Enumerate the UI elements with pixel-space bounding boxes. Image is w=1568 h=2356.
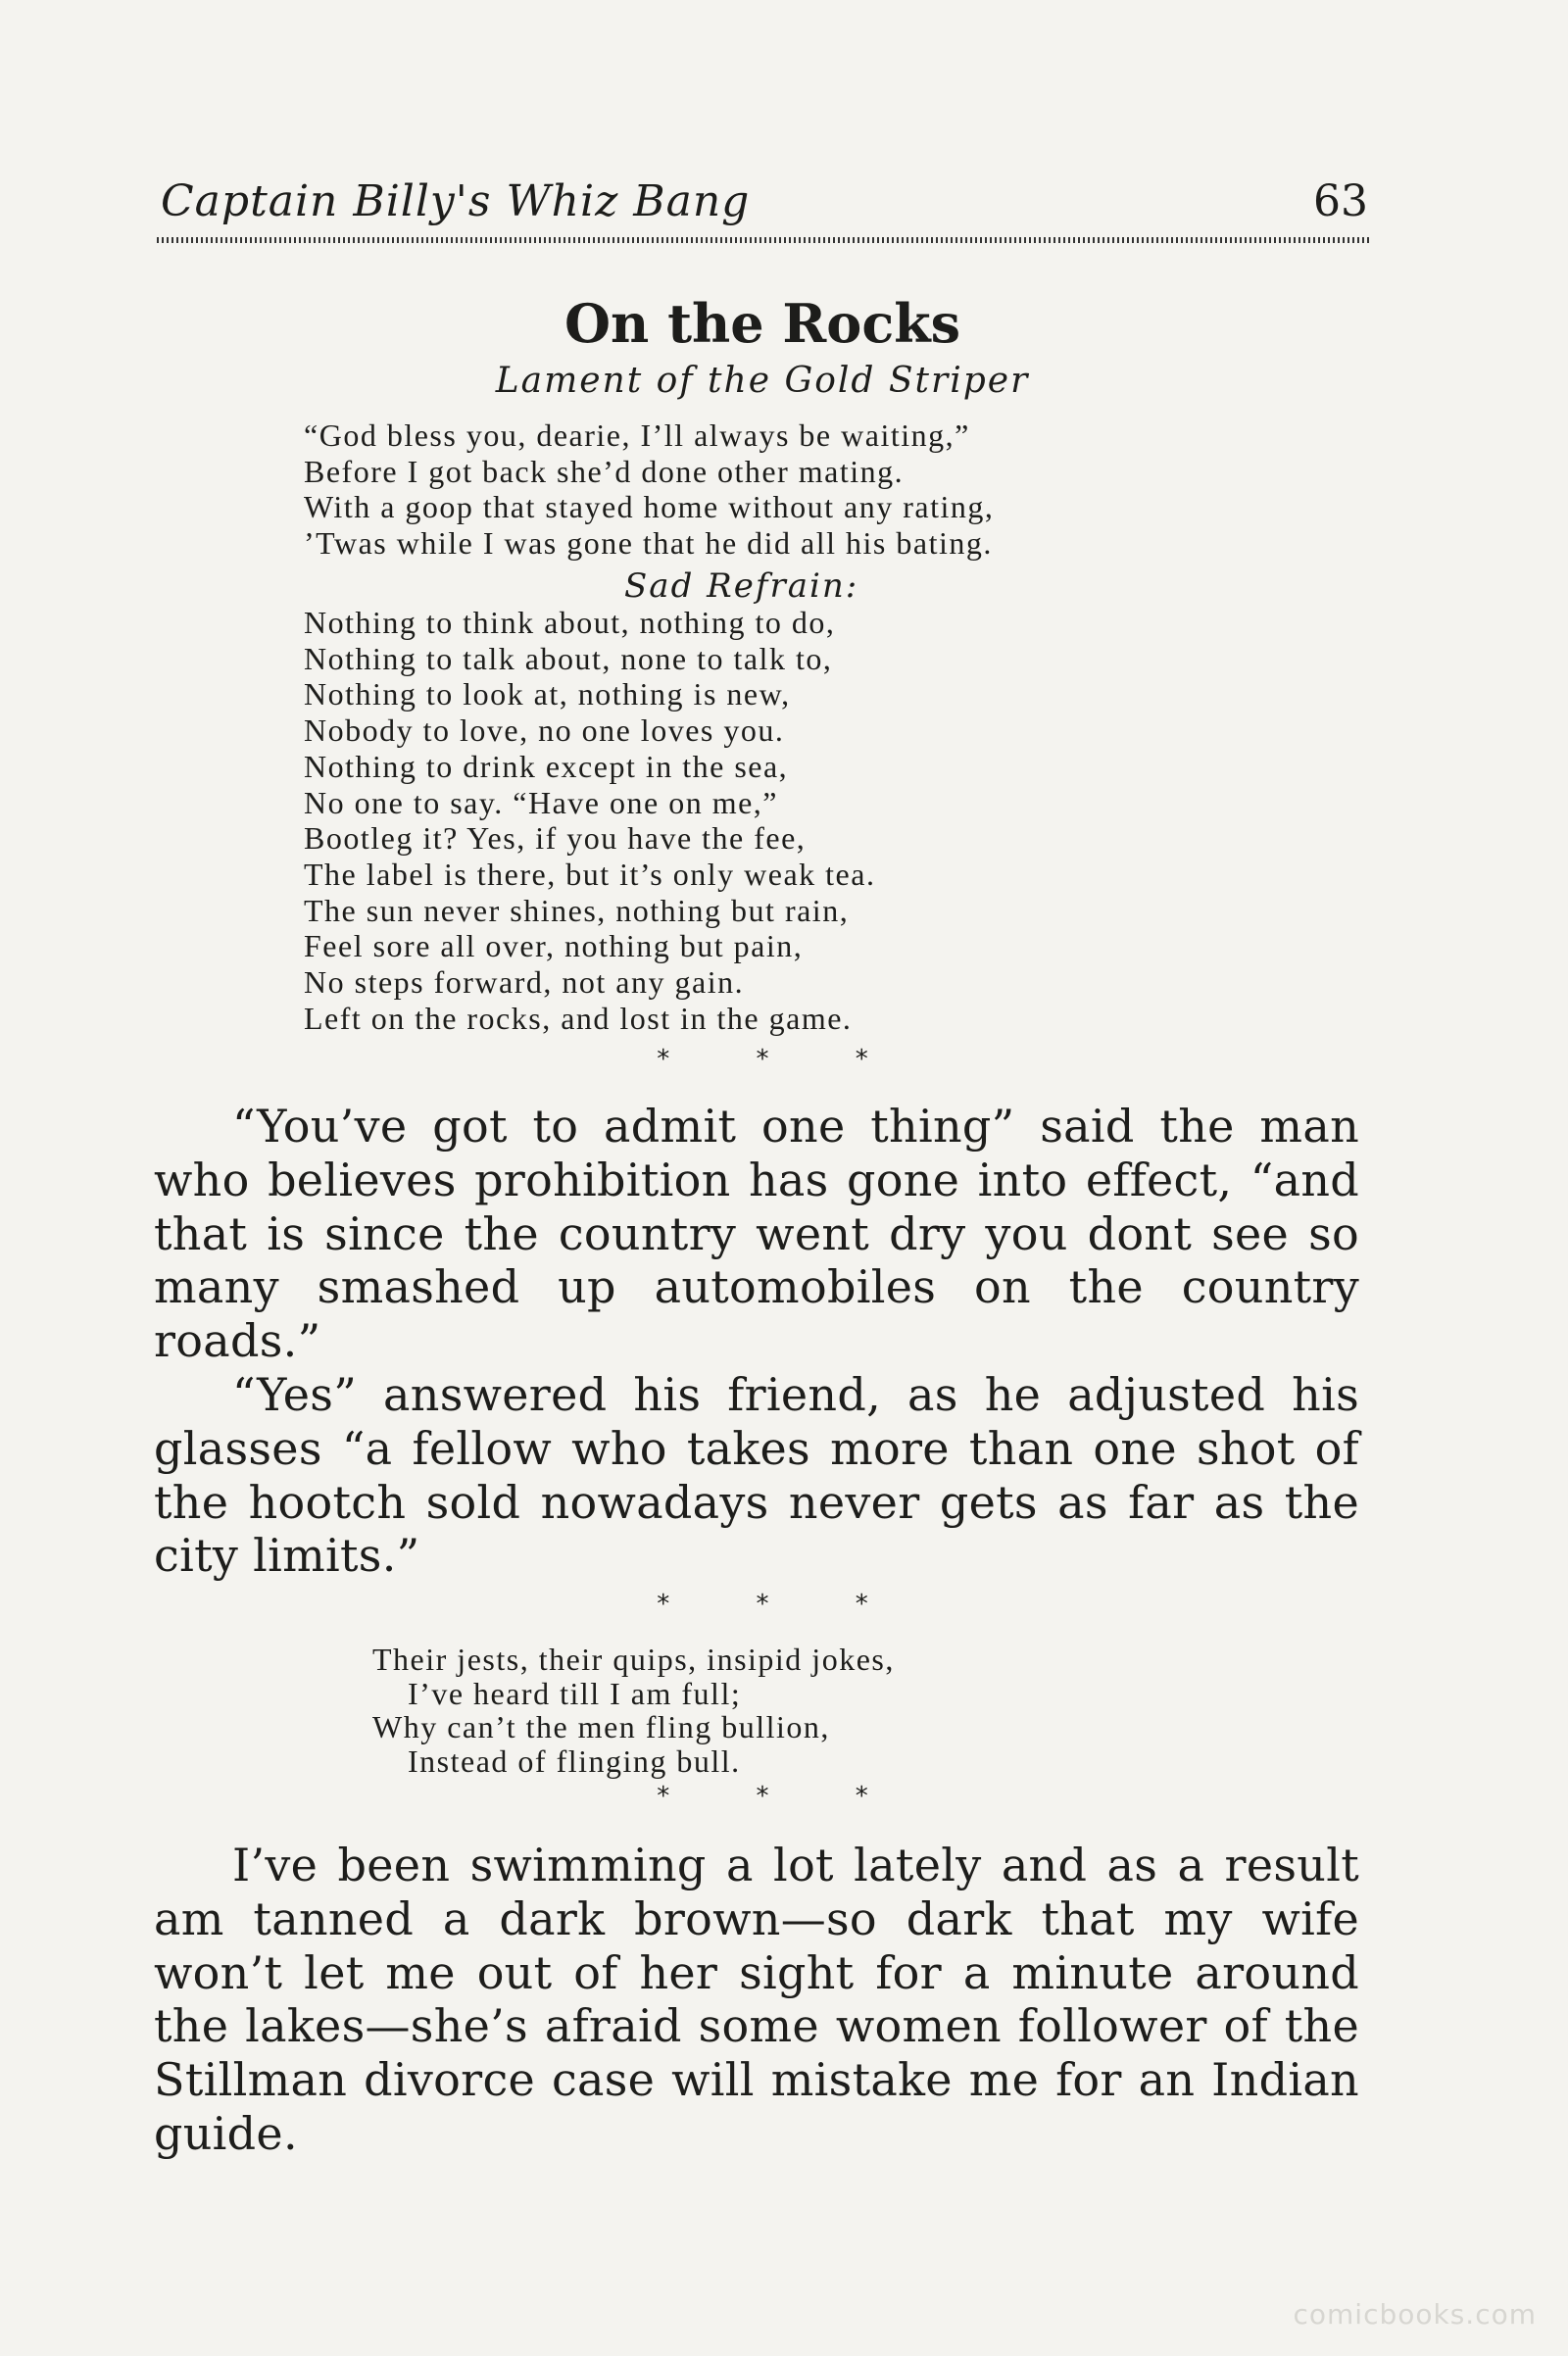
verse-line: Why can’t the men fling bullion, bbox=[372, 1709, 830, 1744]
joke-paragraph: “Yes” answered his friend, as he adjusted his glasses “a fellow who takes more than one shot of the hootch sold nowadays never gets as far as the city limits.” bbox=[154, 1367, 1359, 1583]
section-separator: * * * bbox=[657, 1045, 907, 1074]
site-watermark: comicbooks.com bbox=[1293, 2298, 1537, 2331]
refrain-line: No steps forward, not any gain. bbox=[304, 964, 745, 1001]
refrain-line: Nothing to look at, nothing is new, bbox=[304, 676, 791, 712]
refrain-stanza bbox=[304, 605, 875, 1036]
poem-line: Before I got back she’d done other mating. bbox=[304, 453, 905, 489]
verse-line: I’ve heard till I am full; bbox=[408, 1675, 742, 1711]
poem-line: ’Twas while I was gone that he did all his bating. bbox=[304, 524, 993, 561]
refrain-line: Bootleg it? Yes, if you have the fee, bbox=[304, 820, 807, 857]
short-verse bbox=[372, 1643, 895, 1778]
swimming-joke bbox=[154, 1839, 1359, 2161]
refrain-line: Nothing to drink except in the sea, bbox=[304, 748, 789, 784]
header-rule bbox=[157, 237, 1372, 243]
joke-paragraph: I’ve been swimming a lot lately and as a result am tanned a dark brown—so dark that my wife won’t let me out of her sight for a minute around the lakes—she’s afraid some women follower of the Stillman divorce case will mistake me for an Indian guide. bbox=[154, 1839, 1359, 2160]
refrain-line: Nothing to talk about, none to talk to, bbox=[304, 640, 833, 676]
section-separator: * * * bbox=[657, 1782, 907, 1811]
refrain-line: No one to say. “Have one on me,” bbox=[304, 784, 778, 820]
magazine-title: Captain Billy's Whiz Bang bbox=[161, 176, 751, 226]
refrain-line: Left on the rocks, and lost in the game. bbox=[304, 1000, 853, 1036]
refrain-line: The label is there, but it’s only weak tea. bbox=[304, 856, 876, 892]
joke-dialogue bbox=[154, 1100, 1359, 1583]
verse-line: Instead of flinging bull. bbox=[408, 1742, 741, 1779]
refrain-line: Nothing to think about, nothing to do, bbox=[304, 605, 836, 640]
running-header bbox=[157, 176, 1372, 235]
poem-line: “God bless you, dearie, I’ll always be waiting,” bbox=[304, 417, 970, 453]
poem-subtitle: Lament of the Gold Striper bbox=[495, 361, 1030, 401]
verse-line: Their jests, their quips, insipid jokes, bbox=[372, 1642, 895, 1677]
poem-stanza bbox=[304, 417, 994, 561]
poem-title: On the Rocks bbox=[564, 292, 961, 355]
poem-line: With a goop that stayed home without any rating, bbox=[304, 489, 995, 524]
section-separator: * * * bbox=[657, 1590, 907, 1619]
refrain-heading: Sad Refrain: bbox=[624, 566, 859, 606]
refrain-line: The sun never shines, nothing but rain, bbox=[304, 892, 850, 928]
joke-paragraph: “You’ve got to admit one thing” said the man who believes prohibition has gone into effect, “and that is since the country went dry you dont see so many smashed up automobiles on the country roads.” bbox=[154, 1100, 1359, 1368]
refrain-line: Feel sore all over, nothing but pain, bbox=[304, 928, 804, 964]
page-number: 63 bbox=[1313, 176, 1368, 226]
refrain-line: Nobody to love, no one loves you. bbox=[304, 712, 785, 749]
